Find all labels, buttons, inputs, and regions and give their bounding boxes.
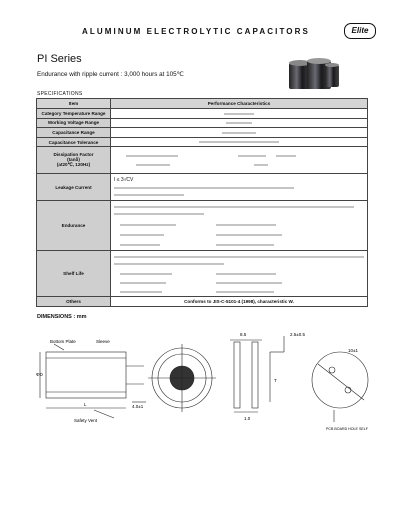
table-row [37, 251, 368, 297]
label-bottom-plate: Bottom Plate [50, 339, 76, 344]
label-dim-l: L [84, 402, 87, 407]
row-item-label: Others [37, 297, 111, 307]
table-row [37, 118, 368, 128]
label-sleeve: Sleeve [96, 339, 110, 344]
row-item-label: Shelf Life [37, 251, 111, 297]
row-value-blurred [111, 137, 368, 147]
row-item-label: Endurance [37, 201, 111, 251]
table-row [37, 174, 368, 201]
column-header-performance: Performance Characteristics [111, 99, 368, 109]
row-item-label: Capacitance Range [37, 128, 111, 138]
row-item-label: Working Voltage Range [37, 118, 111, 128]
label-dim-t: T [274, 378, 277, 383]
label-dim-8: 8.5 [240, 332, 247, 337]
row-value-blurred [111, 118, 368, 128]
series-title: PI Series [37, 53, 82, 65]
page-header-title: ALUMINUM ELECTROLYTIC CAPACITORS [82, 27, 310, 36]
label-dim-10: 10±1 [348, 348, 358, 353]
row-value-blurred [111, 201, 368, 251]
label-dim-4: 4.0±1 [132, 404, 144, 409]
label-dim-1: 1.0 [244, 416, 251, 421]
table-row [37, 128, 368, 138]
specifications-label: SPECIFICATIONS [37, 91, 83, 97]
table-row [37, 137, 368, 147]
dimensions-label: DIMENSIONS : mm [37, 314, 87, 320]
label-pcb: PCB BOARD HOLE SELF [326, 427, 368, 431]
table-row [37, 201, 368, 251]
row-value-blurred [111, 109, 368, 119]
table-header-row [37, 99, 368, 109]
row-value-blurred [111, 128, 368, 138]
row-item-label: Capacitance Tolerance [37, 137, 111, 147]
row-item-label: Category Temperature Range [37, 109, 111, 119]
row-item-label: Leakage Current [37, 174, 111, 201]
row-value: Conforms to JIS-C-5101-4 (1998), characteristic W. [111, 297, 368, 307]
brand-logo: Elite [344, 23, 376, 39]
side-view-drawing [40, 344, 146, 418]
capacitor-photo [287, 57, 341, 93]
column-header-item: Item [37, 99, 111, 109]
label-safety-vent: Safety Vent [74, 418, 98, 423]
table-row [37, 297, 368, 307]
table-row [37, 109, 368, 119]
terminal-view-drawing [230, 340, 262, 412]
bottom-view-drawing [148, 344, 216, 412]
row-value [111, 174, 368, 201]
row-value-blurred [111, 147, 368, 174]
row-value-blurred [111, 251, 368, 297]
label-dim-d: ΦD [36, 372, 43, 377]
leakage-formula: I ≤ 3√CV [114, 177, 134, 184]
row-item-label: Dissipation Factor (tanδ) (at20℃, 120Hz) [37, 147, 111, 174]
label-dim-2: 2.5±0.5 [290, 332, 305, 337]
specifications-table [36, 98, 368, 307]
dimension-drawings [34, 322, 374, 434]
endurance-subtitle: Endurance with ripple current : 3,000 hours at 105℃ [37, 71, 184, 78]
table-row [37, 147, 368, 174]
